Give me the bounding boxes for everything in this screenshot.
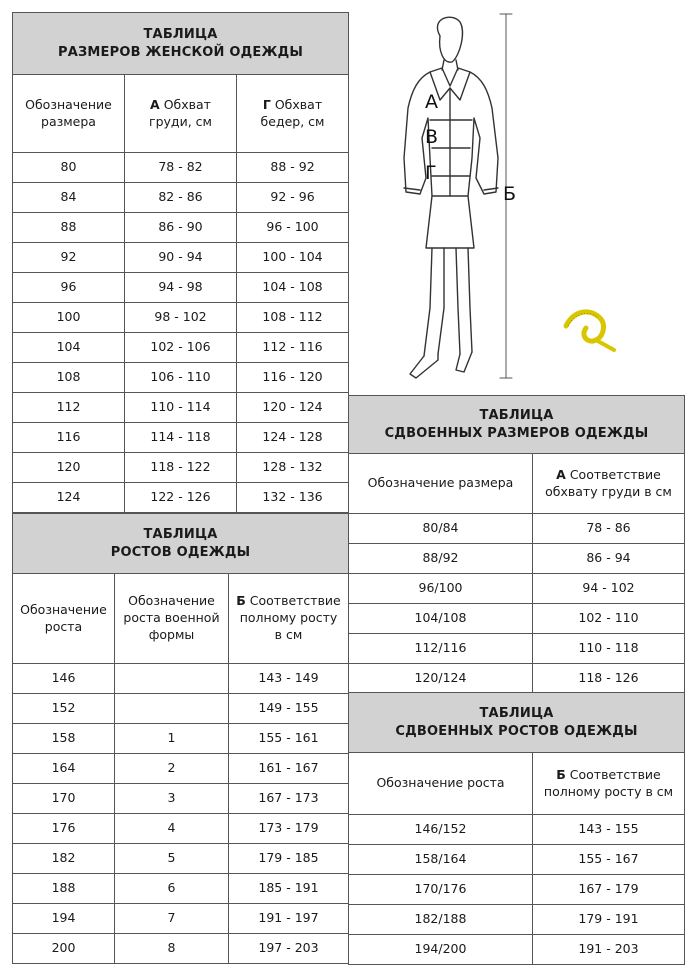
women-size-cell: 92: [13, 243, 125, 273]
height-cell: 173 - 179: [229, 814, 349, 844]
women-size-cell: 82 - 86: [125, 183, 237, 213]
women-size-cell: 128 - 132: [237, 453, 349, 483]
height-cell: 149 - 155: [229, 694, 349, 724]
double-size-row: [349, 574, 685, 604]
height-cell: 176: [13, 814, 115, 844]
double-height-row: [349, 935, 685, 965]
figure-label-b: Б: [503, 183, 517, 205]
double-height-cell: 143 - 155: [533, 815, 685, 845]
women-size-cell: 98 - 102: [125, 303, 237, 333]
height-cell: [115, 664, 229, 694]
double-size-cell: 96/100: [349, 574, 533, 604]
women-size-row: [13, 183, 349, 213]
double-height-cell: 146/152: [349, 815, 533, 845]
chest-text: Обхват груди, см: [149, 96, 212, 129]
height-cell: 1: [115, 724, 229, 754]
height-cell: 185 - 191: [229, 874, 349, 904]
double-height-title-line1: ТАБЛИЦА: [479, 705, 554, 721]
height-row: [13, 934, 349, 964]
women-size-table-title: [13, 13, 349, 75]
double-height-row: [349, 815, 685, 845]
height-row: [13, 754, 349, 784]
height-cell: 143 - 149: [229, 664, 349, 694]
double-height-cell: 158/164: [349, 845, 533, 875]
double-size-col-designation: Обозначение размера: [349, 454, 533, 514]
women-size-row: [13, 153, 349, 183]
women-size-row: [13, 363, 349, 393]
height-row: [13, 904, 349, 934]
women-size-cell: 88: [13, 213, 125, 243]
women-size-row: [13, 213, 349, 243]
height-cell: 152: [13, 694, 115, 724]
height-row: [13, 694, 349, 724]
height-cell: 164: [13, 754, 115, 784]
women-size-cell: 90 - 94: [125, 243, 237, 273]
height-row: [13, 724, 349, 754]
women-size-cell: 118 - 122: [125, 453, 237, 483]
height-cell: 155 - 161: [229, 724, 349, 754]
women-size-row: [13, 273, 349, 303]
double-size-cell: 86 - 94: [533, 544, 685, 574]
height-cell: 197 - 203: [229, 934, 349, 964]
women-size-table: [12, 12, 349, 513]
women-size-col-hips: [237, 75, 349, 153]
height-cell: 158: [13, 724, 115, 754]
women-size-cell: 102 - 106: [125, 333, 237, 363]
double-size-row: [349, 664, 685, 694]
height-cell: [115, 694, 229, 724]
women-size-cell: 112 - 116: [237, 333, 349, 363]
height-cell: 6: [115, 874, 229, 904]
women-size-cell: 86 - 90: [125, 213, 237, 243]
height-title-line1: ТАБЛИЦА: [143, 526, 218, 542]
height-cell: 200: [13, 934, 115, 964]
women-size-cell: 108: [13, 363, 125, 393]
women-size-row: [13, 483, 349, 513]
height-cell: 7: [115, 904, 229, 934]
height-cell: 3: [115, 784, 229, 814]
height-letter: Б: [236, 593, 246, 609]
women-size-row: [13, 243, 349, 273]
chest-letter: А: [150, 96, 160, 112]
height-cell: 188: [13, 874, 115, 904]
women-size-cell: 84: [13, 183, 125, 213]
height-col-designation: Обозначение роста: [13, 574, 115, 664]
women-size-cell: 124 - 128: [237, 423, 349, 453]
double-size-row: [349, 634, 685, 664]
figure-neck: [442, 60, 458, 70]
women-size-cell: 92 - 96: [237, 183, 349, 213]
women-size-cell: 106 - 110: [125, 363, 237, 393]
height-cell: 194: [13, 904, 115, 934]
women-size-title-line2: РАЗМЕРОВ ЖЕНСКОЙ ОДЕЖДЫ: [58, 44, 304, 60]
figure-label-g: Г: [425, 162, 437, 184]
figure-shoes: [410, 352, 472, 378]
double-size-title-line1: ТАБЛИЦА: [479, 407, 554, 423]
double-size-cell: 118 - 126: [533, 664, 685, 694]
double-size-title-line2: СДВОЕННЫХ РАЗМЕРОВ ОДЕЖДЫ: [384, 425, 649, 441]
height-cell: 191 - 197: [229, 904, 349, 934]
measuring-tape-icon: [566, 312, 614, 350]
double-size-row: [349, 544, 685, 574]
height-cell: 8: [115, 934, 229, 964]
height-cell: 161 - 167: [229, 754, 349, 784]
women-size-cell: 96: [13, 273, 125, 303]
women-size-cell: 116: [13, 423, 125, 453]
figure-head: [437, 17, 462, 62]
double-size-table-title: [349, 396, 685, 454]
height-title-line2: РОСТОВ ОДЕЖДЫ: [110, 544, 251, 560]
double-size-cell: 88/92: [349, 544, 533, 574]
double-height-title-line2: СДВОЕННЫХ РОСТОВ ОДЕЖДЫ: [395, 723, 638, 739]
height-table-title: [13, 514, 349, 574]
height-row: [13, 844, 349, 874]
double-size-cell: 112/116: [349, 634, 533, 664]
double-size-table: [348, 395, 685, 694]
women-size-cell: 104 - 108: [237, 273, 349, 303]
height-cell: 170: [13, 784, 115, 814]
double-height-cell: 167 - 179: [533, 875, 685, 905]
double-chest-letter: А: [556, 466, 566, 482]
double-height-cell: 179 - 191: [533, 905, 685, 935]
women-size-cell: 116 - 120: [237, 363, 349, 393]
double-height-row: [349, 875, 685, 905]
double-chest-text: Соответствие обхвату груди в см: [545, 466, 672, 499]
women-size-cell: 94 - 98: [125, 273, 237, 303]
double-height-row: [349, 845, 685, 875]
double-height-cell: 170/176: [349, 875, 533, 905]
women-size-title-line1: ТАБЛИЦА: [143, 26, 218, 42]
women-size-cell: 78 - 82: [125, 153, 237, 183]
women-size-row: [13, 393, 349, 423]
women-size-cell: 96 - 100: [237, 213, 349, 243]
double-size-cell: 104/108: [349, 604, 533, 634]
height-cell: 167 - 173: [229, 784, 349, 814]
women-size-cell: 122 - 126: [125, 483, 237, 513]
height-col-full-height: [229, 574, 349, 664]
women-size-cell: 120: [13, 453, 125, 483]
double-height-cell: 191 - 203: [533, 935, 685, 965]
height-table: [12, 513, 349, 964]
figure-legs: [424, 248, 472, 356]
women-size-row: [13, 453, 349, 483]
height-row: [13, 874, 349, 904]
double-size-row: [349, 604, 685, 634]
height-col-military: Обозначение роста военной формы: [115, 574, 229, 664]
figure-label-v: В: [425, 126, 439, 148]
double-height-text: Соответствие полному росту в см: [543, 766, 674, 799]
women-size-cell: 108 - 112: [237, 303, 349, 333]
height-cell: 182: [13, 844, 115, 874]
height-cell: 146: [13, 664, 115, 694]
height-cell: 179 - 185: [229, 844, 349, 874]
double-height-cell: 194/200: [349, 935, 533, 965]
hips-letter: Г: [262, 96, 271, 112]
height-cell: 5: [115, 844, 229, 874]
double-size-col-chest: [533, 454, 685, 514]
double-size-cell: 120/124: [349, 664, 533, 694]
double-height-table-title: [349, 693, 685, 753]
women-size-row: [13, 333, 349, 363]
figure-label-a: А: [425, 91, 438, 113]
women-size-cell: 80: [13, 153, 125, 183]
double-height-col-full-height: [533, 753, 685, 815]
women-size-cell: 100 - 104: [237, 243, 349, 273]
women-size-row: [13, 303, 349, 333]
height-row: [13, 814, 349, 844]
height-row: [13, 664, 349, 694]
women-size-cell: 100: [13, 303, 125, 333]
women-size-cell: 112: [13, 393, 125, 423]
figure-jacket: [404, 72, 498, 196]
figure-cuffs: [404, 188, 498, 190]
double-size-cell: 94 - 102: [533, 574, 685, 604]
double-height-table: [348, 692, 685, 965]
figure-skirt: [426, 196, 474, 248]
height-cell: 2: [115, 754, 229, 784]
double-height-cell: 182/188: [349, 905, 533, 935]
height-cell: 4: [115, 814, 229, 844]
double-size-cell: 80/84: [349, 514, 533, 544]
women-size-cell: 120 - 124: [237, 393, 349, 423]
double-height-letter: Б: [556, 766, 566, 782]
women-size-cell: 104: [13, 333, 125, 363]
double-height-cell: 155 - 167: [533, 845, 685, 875]
height-text: Соответствие полному росту в см: [239, 593, 341, 642]
double-size-row: [349, 514, 685, 544]
women-size-col-designation: Обозначение размера: [13, 75, 125, 153]
women-size-cell: 114 - 118: [125, 423, 237, 453]
women-size-cell: 124: [13, 483, 125, 513]
women-size-cell: 132 - 136: [237, 483, 349, 513]
double-size-cell: 78 - 86: [533, 514, 685, 544]
double-size-cell: 110 - 118: [533, 634, 685, 664]
height-row: [13, 784, 349, 814]
hips-text: Обхват бедер, см: [260, 96, 325, 129]
women-size-cell: 110 - 114: [125, 393, 237, 423]
double-height-row: [349, 905, 685, 935]
double-size-cell: 102 - 110: [533, 604, 685, 634]
women-size-cell: 88 - 92: [237, 153, 349, 183]
women-size-row: [13, 423, 349, 453]
double-height-col-designation: Обозначение роста: [349, 753, 533, 815]
women-size-col-chest: [125, 75, 237, 153]
